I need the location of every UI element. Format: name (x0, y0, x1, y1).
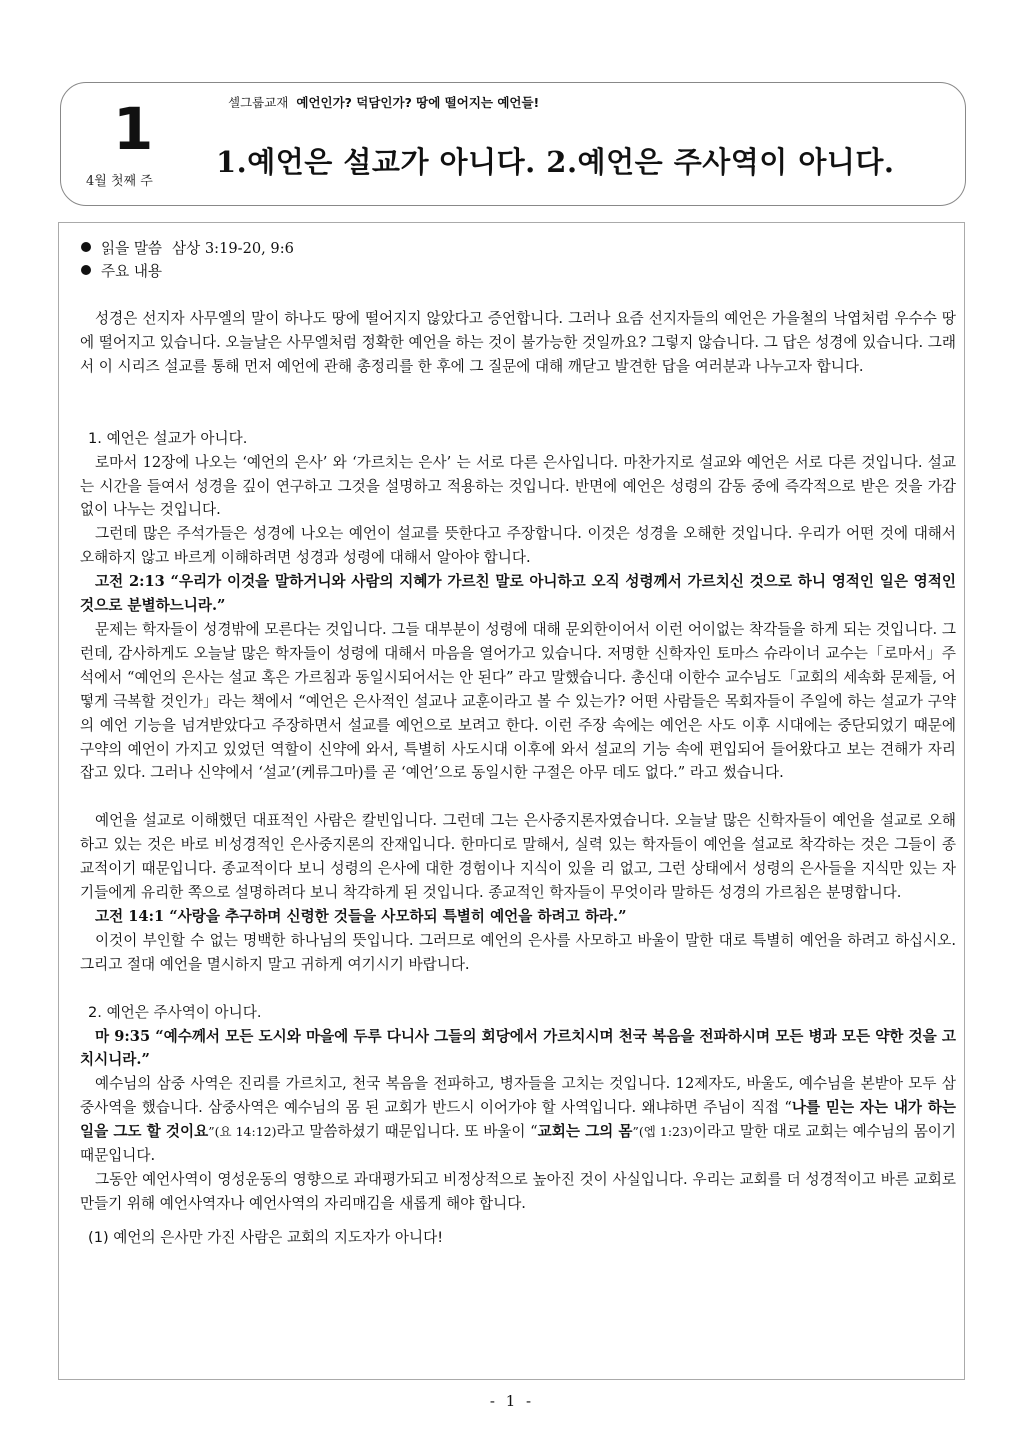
bullet-icon (81, 242, 91, 252)
lesson-number: 1 (113, 95, 154, 163)
summary-line (81, 260, 956, 283)
spacer (80, 1216, 956, 1226)
section1-verse-2 (80, 905, 956, 929)
series-line (228, 93, 539, 111)
verse-text: “사랑을 추구하며 신령한 것들을 사모하되 특별히 예언을 하려고 하라.” (169, 907, 627, 925)
section2-heading: 2. 예언은 주사역이 아니다. (88, 1003, 262, 1021)
series-title: 예언인가? 덕담인가? 땅에 떨어지는 예언들! (296, 95, 540, 110)
quoted-verse: 교회는 그의 몸 (537, 1123, 633, 1141)
reading-ref: 삼상 3:19-20, 9:6 (172, 240, 294, 257)
intro-paragraph: 성경은 선지자 사무엘의 말이 하나도 땅에 떨어지지 않았다고 증언합니다. 그러나 요즘 선지자들의 예언은 가을철의 낙엽처럼 우수수 땅에 떨어지고 있습니다. 오늘날은 사무엘처럼 정확한 예언을 하는 것이 불가능한 것일까요? 그렇지 않습니다. 그 답은 성경에 있습니다. 그래서 이 시리즈 설교를 통해 먼저 예언에 관해 총정리를 한 후에 그 질문에 대해 깨닫고 발견한 답을 여러분과 나누고자 합니다. (80, 310, 956, 375)
verse-ref: 마 9:35 (95, 1027, 151, 1045)
spacer (80, 977, 956, 1001)
verse-ref: 고전 2:13 (95, 573, 165, 591)
spacer (80, 785, 956, 809)
quoted-verse: 나를 믿는 자는 내가 하는 일을 그도 할 것이요 (80, 1099, 956, 1141)
section1-paragraph-5: 이것이 부인할 수 없는 명백한 하나님의 뜻입니다. 그러므로 예언의 은사를 사모하고 바울이 말한 대로 특별히 예언을 하려고 하십시오. 그리고 절대 예언을 멸시하지 말고 귀하게 여기시기 바랍니다. (80, 931, 956, 973)
section1-paragraph-4: 예언을 설교로 이해했던 대표적인 사람은 칼빈입니다. 그런데 그는 은사중지론자였습니다. 오늘날 많은 신학자들이 예언을 설교로 오해하고 있는 것은 바로 비성경적인 은사중지론의 잔재입니다. 한마디로 말해서, 실력 있는 학자들이 예언을 설교로 착각하는 것은 그들이 종교적이기 때문입니다. 종교적이다 보니 성령의 은사에 대한 경험이나 지식이 있을 리 없고, 그런 상태에서 성령의 은사들을 지식만 있는 자기들에게 유리한 쪽으로 설명하려다 보니 착각하게 된 것입니다. 종교적인 학자들이 무엇이라 말하든 성경의 가르침은 분명합니다. (80, 812, 956, 902)
section1-paragraph-1: 로마서 12장에 나오는 ‘예언의 은사’ 와 ‘가르치는 은사’ 는 서로 다른 은사입니다. 마찬가지로 설교와 예언은 서로 다른 것입니다. 설교는 시간을 들여서 성경을 깊이 연구하고 그것을 설명하고 적용하는 것입니다. 반면에 예언은 성령의 감동 중에 즉각적으로 받은 것을 가감 없이 나누는 것입니다. (80, 453, 956, 519)
spacer (80, 379, 956, 427)
section2-subheading: (1) 예언의 은사만 가진 사람은 교회의 지도자가 아니다! (88, 1228, 444, 1246)
content-body (80, 237, 956, 1250)
section1-paragraph-3: 문제는 학자들이 성경밖에 모른다는 것입니다. 그들 대부분이 성령에 대해 문외한이어서 이런 어이없는 착각들을 하게 되는 것입니다. 그런데, 감사하게도 오늘날 많은 학자들이 성령에 대해서 마음을 열어가고 있습니다. 저명한 신학자인 토마스 슈라이너 교수는「로마서」주석에서 “예언의 은사는 설교 혹은 가르침과 동일시되어서는 안 된다” 라고 말했습니다. 총신대 이한수 교수님도「교회의 세속화 문제들, 어떻게 극복할 것인가」라는 책에서 “예언은 은사적인 설교나 교훈이라고 볼 수 있는가? 어떤 사람들은 목회자들이 주일에 하는 설교가 구약의 예언 기능을 넘겨받았다고 주장하면서 설교를 예언으로 보려고 한다. 이런 주장 속에는 예언은 사도 이후 시대에는 중단되었기 때문에 구약의 예언이 가지고 있었던 역할이 신약에 와서, 특별히 사도시대 이후에 와서 설교의 기능 속에 편입되어 들어왔다고 보는 견해가 자리 잡고 있다. 그러나 신약에서 ‘설교’(케류그마)를 곧 ‘예언’으로 동일시한 구절은 아무 데도 없다.” 라고 썼습니다. (80, 620, 956, 782)
inline-ref: ”(엡 1:23) (632, 1124, 693, 1140)
section2-verse (80, 1025, 956, 1073)
reading-line (81, 237, 956, 260)
verse-text: “우리가 이것을 말하거니와 사람의 지혜가 가르친 말로 아니하고 오직 성령께서 가르치신 것으로 하니 영적인 일은 영적인 것으로 분별하느니라.” (80, 573, 956, 615)
section1-heading: 1. 예언은 설교가 아니다. (88, 429, 248, 447)
section1-paragraph-2: 그런데 많은 주석가들은 성경에 나오는 예언이 설교를 뜻한다고 주장합니다. 이것은 성경을 오해한 것입니다. 우리가 어떤 것에 대해서 오해하지 않고 바르게 이해하려면 성경과 성령에 대해서 알아야 합니다. (80, 525, 956, 567)
series-label: 셀그룹교재 (228, 95, 289, 110)
section2-paragraph-2: 그동안 예언사역이 영성운동의 영향으로 과대평가되고 비정상적으로 높아진 것이 사실입니다. 우리는 교회를 더 성경적이고 바른 교회로 만들기 위해 예언사역자나 예언사역의 자리매김을 새롭게 해야 합니다. (80, 1171, 956, 1212)
summary-label: 주요 내용 (101, 263, 163, 280)
text-run: 이라고 말한 대로 교회는 예수님의 몸이기 때문입니다. (80, 1123, 956, 1165)
bullet-icon (81, 265, 91, 275)
spacer (80, 283, 956, 307)
verse-text: “예수께서 모든 도시와 마을에 두루 다니사 그들의 회당에서 가르치시며 천국 복음을 전파하시며 모든 병과 모든 약한 것을 고치시니라.” (80, 1027, 956, 1069)
section2-paragraph-1 (80, 1072, 956, 1168)
text-run: 예수님의 삼중 사역은 진리를 가르치고, 천국 복음을 전파하고, 병자들을 고치는 것입니다. 12제자도, 바울도, 예수님을 본받아 모두 삼중사역을 했습니다. 삼중사역은 예수님의 몸 된 교회가 반드시 이어가야 할 사역입니다. 왜냐하면 주님이 직접 “ (80, 1075, 956, 1117)
verse-ref: 고전 14:1 (95, 907, 165, 925)
page-title: 1.예언은 설교가 아니다. 2.예언은 주사역이 아니다. (216, 145, 895, 179)
text-run: 라고 말씀하셨기 때문입니다. 또 바울이 “ (276, 1123, 538, 1141)
reading-label: 읽을 말씀 (101, 240, 163, 257)
page-number: - 1 - (489, 1392, 535, 1410)
section1-verse-1 (80, 570, 956, 618)
lesson-week: 4월 첫째 주 (86, 174, 153, 189)
inline-ref: ”(요 14:12) (208, 1124, 277, 1140)
